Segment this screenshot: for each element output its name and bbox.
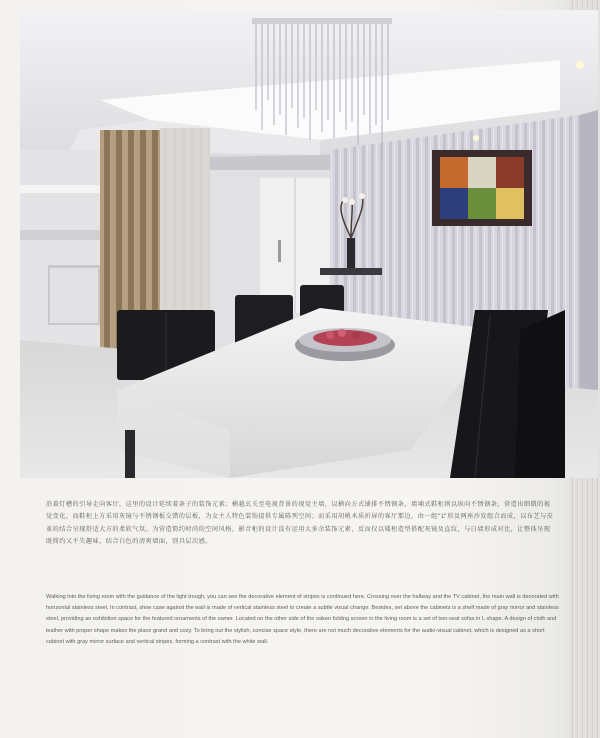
dining-room-photo <box>20 10 598 478</box>
chinese-body-text <box>46 499 556 549</box>
english-paragraph: Walking into the living room with the guidance of the light trough, you can see the decorative element of stripes is continued here. Crossing over the hallway and the TV cabinet, the main wall is decorated with horizontal stainless steel. In contrast, shoe case against the wall is made of vertical stainless steel to create a subtle visual change. Besides, set above the cabinets is a shelf made of gray mirror and stainless steel, providing an exhibition space for the featured ornaments of the owner. Located on the other side of the oaken folding screen in the living room is a set of two-seat sofas in L shape. A design of cloth and leather with proper shape makes the place grand and cozy. To bring out the stylish, concise space style, there are not much decorative elements for the audio-visual cabinet, which is designed as a short cabinet with gray mirror surface and vertical stripes, forming a contrast with the white wall. <box>46 594 559 645</box>
chinese-paragraph: 沿着灯槽的引导走向客厅，这里的设计延续着条子的装饰元素；横越玄关至电视背景的视觉主墙，以横向方式铺排不锈钢条，墙埔式鞋柜则以纵向不锈钢条，营造出细微的视觉变化，而鞋柜上方采用灰镜与不锈钢板交错的层板，为女主人特色装饰提供专属陈列空间；而采用胡桃木质折屏的客厅那边，由一组“L”形及两座沙发组合而成，以布艺与皮革的结合呈现舒适大方的柔软气氛。为营造简约时尚的空间风格，影音柜的设计没有运用大多余装饰元素，反而仅以矮柜造型搭配灰镜及直纹，与白墙形成对比，让整体呈现既简约又不失趣味，结合白色的清爽墙面，别具层次感。 <box>46 501 554 546</box>
english-body-text <box>46 592 562 648</box>
